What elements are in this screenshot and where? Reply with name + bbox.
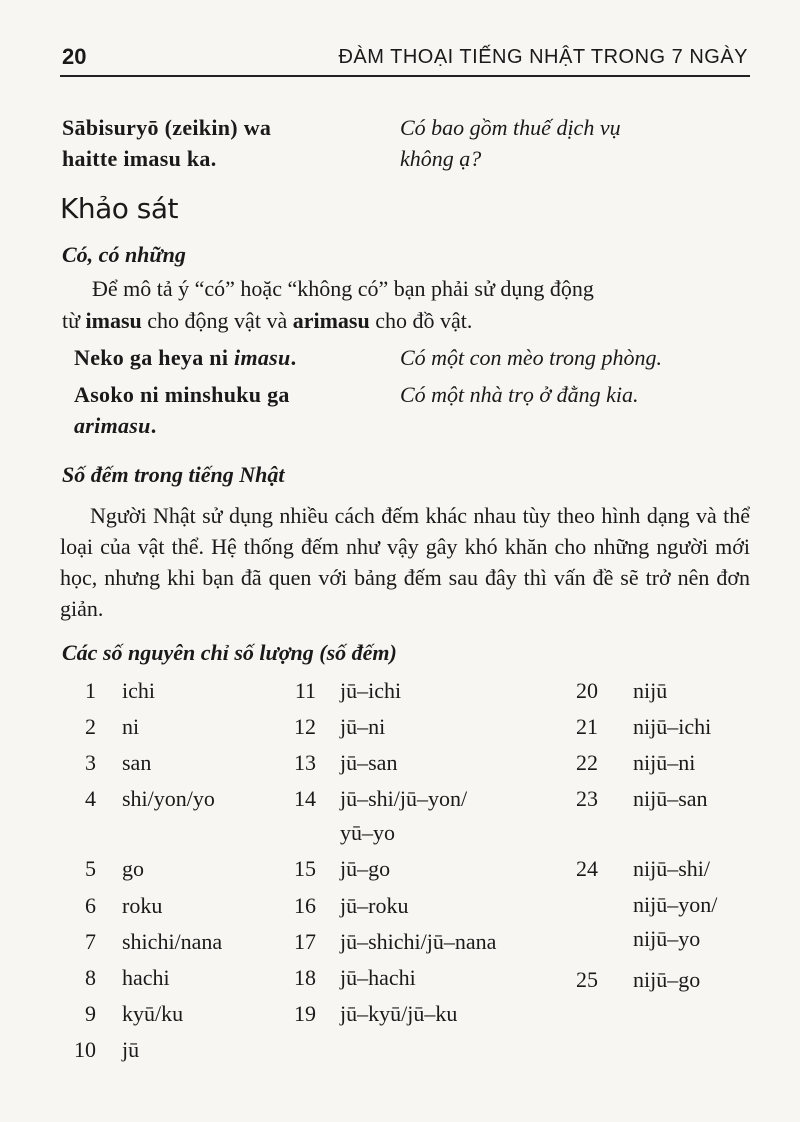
number-numeral: 24 [576, 856, 598, 881]
number-word-cont: yū–yo [340, 820, 395, 845]
number-word: jū–san [340, 750, 398, 775]
number-word: nijū [633, 678, 668, 703]
number-word: san [122, 750, 152, 775]
example1-jp-text: Neko ga heya ni [74, 345, 235, 370]
number-word: shi/yon/yo [122, 786, 215, 811]
number-numeral: 12 [294, 714, 316, 739]
dialogue-vi-line2: không ạ? [400, 146, 482, 171]
example1-vi: Có một con mèo trong phòng. [400, 345, 662, 370]
number-word: ichi [122, 678, 155, 703]
example2-vi: Có một nhà trọ ở đằng kia. [400, 382, 639, 407]
para1-text: cho đồ vật. [369, 308, 473, 333]
para2: Người Nhật sử dụng nhiều cách đếm khác nhau tùy theo hình dạng và thể loại của vật thể. Hệ thống đếm như vậy gây khó khăn cho những người mới học, nhưng khi bạn đã quen với bảng đếm sau đây thì vấn đề sẽ trở nên đơn giản. [60, 503, 750, 621]
number-word: go [122, 856, 144, 881]
number-numeral: 7 [85, 929, 96, 954]
number-word: jū [122, 1037, 140, 1062]
number-numeral: 2 [85, 714, 96, 739]
number-numeral: 15 [294, 856, 316, 881]
number-word: jū–go [340, 856, 391, 881]
header-rule [60, 75, 750, 77]
number-word-cont: nijū–yon/ [633, 892, 718, 917]
subheading-so-nguyen: Các số nguyên chỉ số lượng (số đếm) [62, 640, 397, 665]
number-numeral: 1 [85, 678, 96, 703]
running-title: ĐÀM THOẠI TIẾNG NHẬT TRONG 7 NGÀY [338, 46, 748, 68]
number-word: jū–shi/jū–yon/ [340, 786, 468, 811]
number-numeral: 8 [85, 965, 96, 990]
number-numeral: 9 [85, 1001, 96, 1026]
number-numeral: 11 [294, 678, 316, 703]
number-numeral: 18 [294, 965, 316, 990]
number-word-cont: nijū–yo [633, 926, 701, 951]
number-numeral: 20 [576, 678, 598, 703]
number-numeral: 10 [74, 1037, 96, 1062]
number-word: roku [122, 893, 163, 918]
number-word: jū–hachi [340, 965, 416, 990]
para1-line2 [62, 308, 472, 334]
example2-jp-line2 [74, 413, 157, 439]
number-word: jū–kyū/jū–ku [340, 1001, 458, 1026]
para1-text: cho động vật và [141, 308, 293, 333]
number-numeral: 4 [85, 786, 96, 811]
number-word: nijū–san [633, 786, 708, 811]
example2-jp-verb: arimasu [74, 413, 151, 438]
number-numeral: 22 [576, 750, 598, 775]
number-word: nijū–shi/ [633, 856, 711, 881]
number-word: jū–ichi [340, 678, 402, 703]
number-numeral: 21 [576, 714, 598, 739]
number-numeral: 3 [85, 750, 96, 775]
dialogue-jp-line2: haitte imasu ka. [62, 146, 217, 171]
term-imasu: imasu [85, 308, 142, 333]
number-word: jū–shichi/jū–nana [340, 929, 497, 954]
para1-text: từ [62, 308, 86, 333]
number-word: jū–roku [340, 893, 409, 918]
term-arimasu: arimasu [292, 308, 370, 333]
para1-line1: Để mô tả ý “có” hoặc “không có” bạn phải sử dụng động [92, 276, 594, 301]
example2-jp-line1: Asoko ni minshuku ga [74, 382, 290, 407]
number-word: jū–ni [340, 714, 386, 739]
section-heading: Khảo sát [60, 192, 179, 225]
number-word: kyū/ku [122, 1001, 184, 1026]
number-word: shichi/nana [122, 929, 223, 954]
number-word: hachi [122, 965, 170, 990]
number-numeral: 23 [576, 786, 598, 811]
number-numeral: 6 [85, 893, 96, 918]
number-numeral: 19 [294, 1001, 316, 1026]
number-numeral: 17 [294, 929, 316, 954]
number-numeral: 14 [294, 786, 316, 811]
number-numeral: 5 [85, 856, 96, 881]
example1-jp-end: . [290, 345, 297, 370]
number-numeral: 13 [294, 750, 316, 775]
dialogue-vi-line1: Có bao gồm thuế dịch vụ [400, 115, 621, 140]
dialogue-jp-line1: Sābisuryō (zeikin) wa [62, 115, 272, 140]
number-word: ni [122, 714, 140, 739]
number-word: nijū–ichi [633, 714, 712, 739]
page-number: 20 [62, 44, 87, 69]
subheading-co-co-nhung: Có, có những [62, 242, 186, 267]
example1-jp [74, 345, 296, 371]
number-numeral: 25 [576, 967, 598, 992]
example1-jp-verb: imasu [234, 345, 291, 370]
number-numeral: 16 [294, 893, 316, 918]
subheading-so-dem: Số đếm trong tiếng Nhật [62, 462, 285, 487]
number-word: nijū–ni [633, 750, 696, 775]
example2-jp-end: . [150, 413, 157, 438]
number-word: nijū–go [633, 967, 701, 992]
